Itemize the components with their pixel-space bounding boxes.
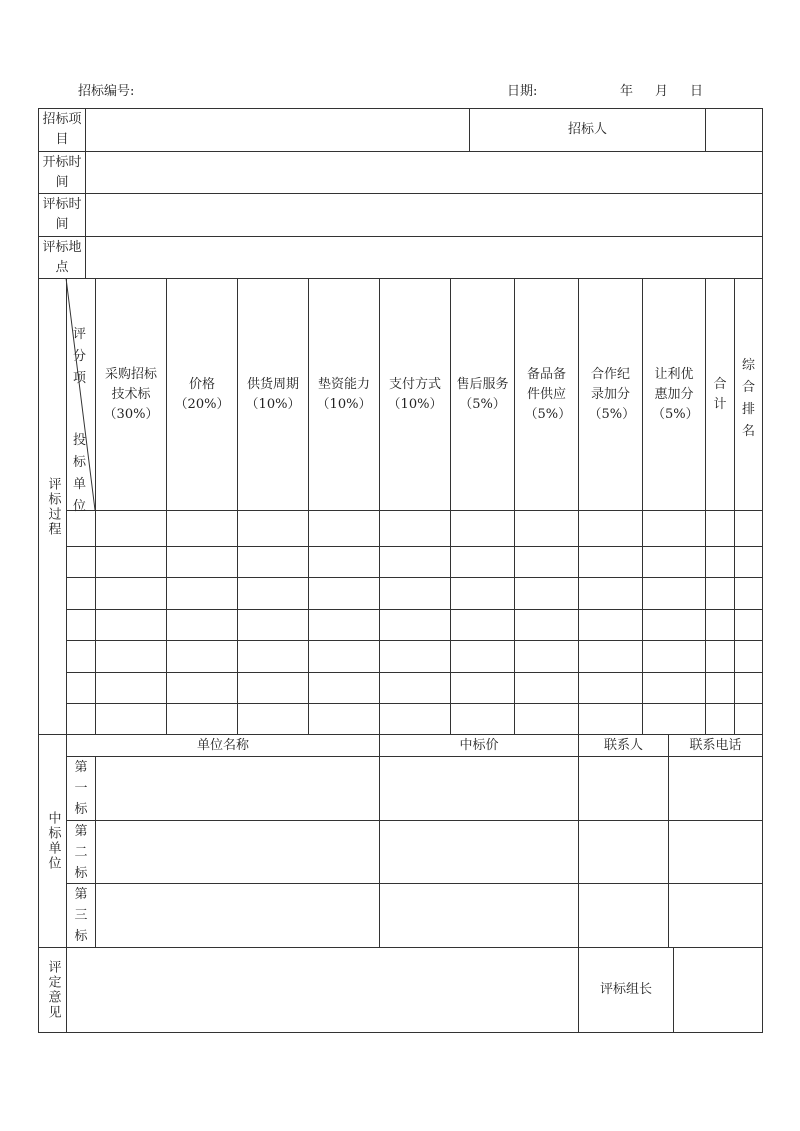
diag-score-item-label: 评分项	[73, 327, 87, 386]
winner-col-unit-name: 单位名称	[196, 737, 249, 753]
col-header-advance-funding: 垫资能力（10%）	[316, 376, 372, 412]
col-header-rank: 综合排名	[741, 358, 755, 439]
lot-3-label: 第三标	[74, 887, 88, 944]
winner-col-contact: 联系人	[603, 737, 643, 753]
diag-bidder-label: 投标单位	[73, 433, 87, 514]
day-label: 日	[690, 84, 704, 99]
col-header-price: 价格（20%）	[174, 376, 230, 412]
project-label: 招标项目	[42, 112, 82, 147]
process-section-label: 评标过程	[45, 476, 61, 537]
bidder-value-cell[interactable]	[706, 109, 762, 151]
eval-place-label: 评标地点	[42, 239, 82, 275]
winner-section-label: 中标单位	[45, 811, 61, 871]
opinion-value-cell[interactable]	[67, 948, 578, 1032]
project-value-cell[interactable]	[86, 109, 469, 151]
bidder-label: 招标人	[567, 122, 607, 137]
bid-number-label: 招标编号:	[78, 84, 135, 99]
month-label: 月	[655, 84, 669, 99]
col-header-delivery: 供货周期（10%）	[245, 376, 301, 412]
col-header-tech: 采购招标技术标（30%）	[103, 366, 159, 422]
col-header-spare-parts: 备品备件供应（5%）	[524, 366, 572, 422]
leader-value-cell[interactable]	[674, 948, 762, 1032]
col-header-cooperation: 合作纪录加分（5%）	[588, 366, 636, 422]
lot-2-label: 第二标	[74, 823, 88, 881]
open-time-value-cell[interactable]	[86, 152, 762, 193]
winner-col-phone: 联系电话	[689, 737, 742, 753]
eval-place-value-cell[interactable]	[86, 237, 762, 278]
date-label: 日期:	[507, 84, 538, 99]
eval-time-value-cell[interactable]	[86, 194, 762, 236]
col-header-payment: 支付方式（10%）	[387, 376, 443, 412]
leader-label: 评标组长	[599, 982, 652, 997]
year-label: 年	[620, 84, 634, 99]
col-header-discount: 让利优惠加分（5%）	[652, 366, 699, 422]
col-header-after-sales: 售后服务（5%）	[456, 376, 509, 412]
col-header-total: 合计	[713, 376, 727, 412]
opinion-section-label: 评定意见	[45, 960, 61, 1020]
eval-time-label: 评标时间	[42, 197, 82, 232]
winner-col-price: 中标价	[459, 737, 499, 753]
lot-1-label: 第一标	[74, 760, 88, 817]
open-time-label: 开标时间	[42, 154, 82, 190]
